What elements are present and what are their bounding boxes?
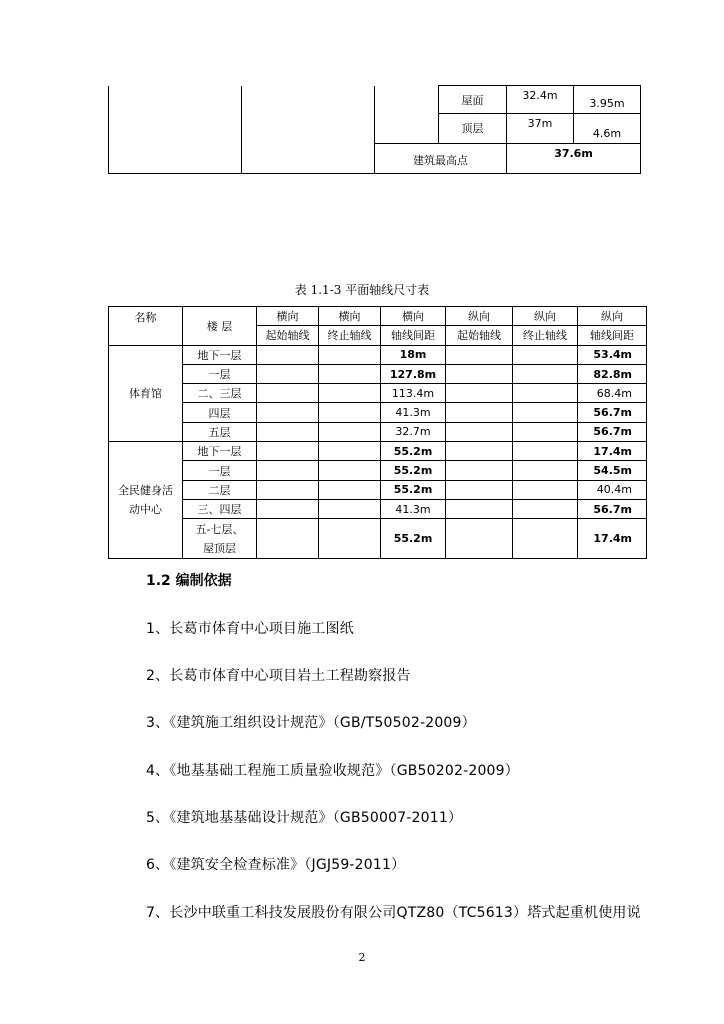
axis-dimension-table [108, 306, 647, 559]
basis-item: 1、长葛市体育中心项目施工图纸 [146, 621, 354, 637]
basis-item: 4、《地基基础工程施工质量验收规范》（GB50202-2009） [146, 763, 519, 779]
header-name: 名称 [109, 307, 183, 346]
floor-line: 屋顶层 [203, 541, 236, 555]
header-v-start-2: 起始轴线 [446, 326, 513, 345]
header-h-start-1: 横向 [257, 307, 319, 326]
section-title: 1.2 编制依据 [146, 573, 232, 589]
floor-cell: 顶层 [439, 114, 507, 143]
basis-item: 5、《建筑地基基础设计规范》（GB50007-2011） [146, 810, 463, 826]
header-v-end-1: 纵向 [513, 307, 578, 326]
empty-cell [375, 86, 439, 144]
highest-point-value: 37.6m [507, 143, 641, 173]
floor-cell: 一层 [183, 364, 257, 383]
floor-cell: 二层 [183, 480, 257, 499]
header-h-end-2: 终止轴线 [319, 326, 381, 345]
header-h-end-1: 横向 [319, 307, 381, 326]
floor-cell: 三、四层 [183, 499, 257, 518]
storey-height-cell: 4.6m [574, 114, 641, 143]
header-h-dist-1: 横向 [381, 307, 446, 326]
v-dist-cell: 40.4m [578, 480, 647, 499]
header-v-end-2: 终止轴线 [513, 326, 578, 345]
h-dist-cell: 55.2m [381, 442, 446, 461]
basis-item: 3、《建筑施工组织设计规范》（GB/T50502-2009） [146, 715, 476, 731]
h-dist-cell: 55.2m [381, 461, 446, 480]
floor-line: 五-七层、 [195, 522, 244, 536]
floor-cell: 地下一层 [183, 442, 257, 461]
floor-cell: 地下一层 [183, 345, 257, 364]
floor-cell: 一层 [183, 461, 257, 480]
h-dist-cell: 55.2m [381, 519, 446, 559]
basis-item: 6、《建筑安全检查标准》（JGJ59-2011） [146, 857, 406, 873]
basis-item: 7、长沙中联重工科技发展股份有限公司QTZ80（TC5613）塔式起重机使用说 [146, 905, 641, 921]
page-number: 2 [358, 951, 366, 964]
h-dist-cell: 41.3m [381, 499, 446, 518]
v-dist-cell: 56.7m [578, 422, 647, 441]
highest-point-label: 建筑最高点 [375, 143, 507, 173]
building-height-table [108, 85, 641, 174]
height-cell: 37m [507, 114, 574, 143]
header-v-dist-1: 纵向 [578, 307, 647, 326]
h-dist-cell: 113.4m [381, 384, 446, 403]
h-dist-cell: 41.3m [381, 403, 446, 422]
header-h-dist-2: 轴线间距 [381, 326, 446, 345]
floor-cell: 屋面 [439, 86, 507, 114]
header-floor: 楼 层 [183, 307, 257, 346]
table-caption: 表 1.1-3 平面轴线尺寸表 [294, 283, 430, 297]
header-v-start-1: 纵向 [446, 307, 513, 326]
header-h-start-2: 起始轴线 [257, 326, 319, 345]
h-dist-cell: 55.2m [381, 480, 446, 499]
v-dist-cell: 17.4m [578, 442, 647, 461]
basis-item: 2、长葛市体育中心项目岩土工程勘察报告 [146, 668, 411, 684]
height-cell: 32.4m [507, 86, 574, 114]
floor-cell [183, 519, 257, 559]
v-dist-cell: 68.4m [578, 384, 647, 403]
floor-cell: 四层 [183, 403, 257, 422]
v-dist-cell: 54.5m [578, 461, 647, 480]
group-name-fitness-center [109, 442, 183, 559]
v-dist-cell: 82.8m [578, 364, 647, 383]
group-name-line: 动中心 [129, 503, 162, 517]
group-name-line: 全民健身活 [118, 484, 173, 498]
v-dist-cell: 56.7m [578, 403, 647, 422]
h-dist-cell: 127.8m [381, 364, 446, 383]
v-dist-cell: 17.4m [578, 519, 647, 559]
empty-cell [109, 86, 242, 174]
v-dist-cell: 53.4m [578, 345, 647, 364]
floor-cell: 二、三层 [183, 384, 257, 403]
v-dist-cell: 56.7m [578, 499, 647, 518]
group-name-gym: 体育馆 [109, 345, 183, 441]
h-dist-cell: 32.7m [381, 422, 446, 441]
header-v-dist-2: 轴线间距 [578, 326, 647, 345]
storey-height-cell: 3.95m [574, 86, 641, 114]
empty-cell [242, 86, 375, 174]
floor-cell: 五层 [183, 422, 257, 441]
h-dist-cell: 18m [381, 345, 446, 364]
